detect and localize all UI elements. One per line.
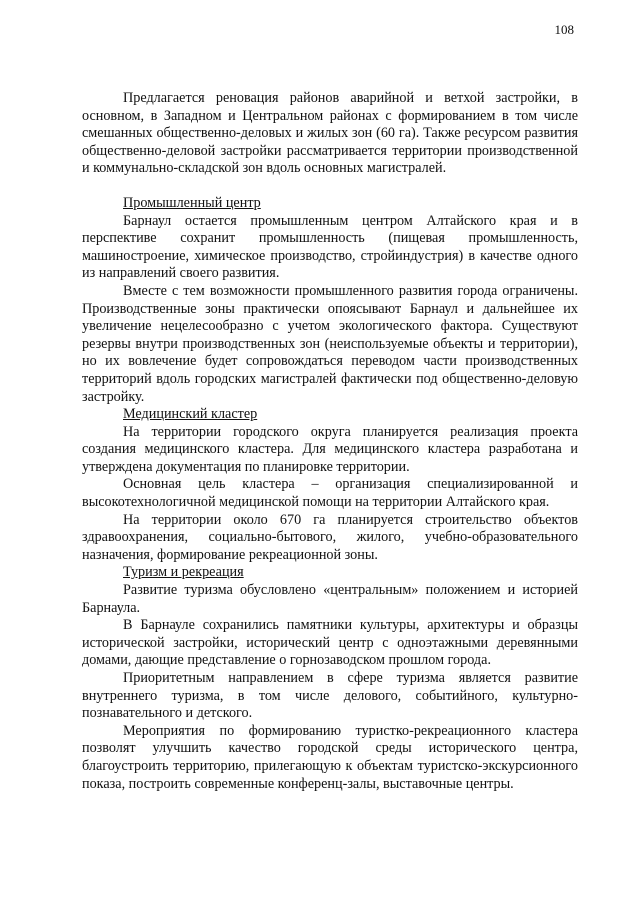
tourism-paragraph-1: Развитие туризма обусловлено «центральным» положением и историей Барнаула. bbox=[82, 582, 578, 616]
intro-paragraph: Предлагается реновация районов аварийной и ветхой застройки, в основном, в Западном и Центральном районах с формированием в том числе смешанных общественно-деловых и жилых зон (60 га). Также ресурсом развития общественно-деловой застройки рассматривается территории производственной и коммунально-складской зон вдоль основных магистралей. bbox=[82, 90, 578, 177]
section-spacer bbox=[82, 178, 578, 195]
medical-paragraph-2: Основная цель кластера – организация специализированной и высокотехнологичной медицинской помощи на территории Алтайского края. bbox=[82, 476, 578, 511]
medical-paragraph-3: На территории около 670 га планируется строительство объектов здравоохранения, социально-бытового, жилого, учебно-образовательного назначения, формирование рекреационной зоны. bbox=[82, 511, 578, 563]
heading-medical-cluster: Медицинский кластер bbox=[123, 406, 258, 423]
tourism-paragraph-2: В Барнауле сохранились памятники культуры, архитектуры и образцы исторической застройки, исторический центр с одноэтажными деревянными домами, дающие представление о горнозаводском прошлом города. bbox=[82, 617, 578, 669]
page-number: 108 bbox=[554, 22, 574, 37]
medical-paragraph-1: На территории городского округа планируется реализация проекта создания медицинского кластера. Для медицинского кластера разработана и утверждена документация по планировке территории. bbox=[82, 423, 578, 475]
heading-tourism-recreation: Туризм и рекреация bbox=[123, 564, 244, 581]
tourism-paragraph-4: Мероприятия по формированию туристко-рекреационного кластера позволят улучшить качество городской среды исторического центра, благоустроить территорию, прилегающую к объектам туристско-экскурсионного показа, построить современные конференц-залы, выставочные центры. bbox=[82, 722, 578, 792]
document-body bbox=[82, 90, 578, 793]
tourism-paragraph-3: Приоритетным направлением в сфере туризма является развитие внутреннего туризма, в том числе делового, событийного, культурно-познавательного и детского. bbox=[82, 670, 578, 722]
industrial-paragraph-1: Барнаул остается промышленным центром Алтайского края и в перспективе сохранит промышленность (пищевая промышленность, машиностроение, химическое производство, стройиндустрия) в качестве одного из направлений своего развития. bbox=[82, 212, 578, 282]
industrial-paragraph-2: Вместе с тем возможности промышленного развития города ограничены. Производственные зоны практически опоясывают Барнаул и дальнейшее их увеличение нецелесообразно с учетом экологического фактора. Существуют резервы внутри производственных зон (неиспользуемые объекты и территории), но их вовлечение будет сопровождаться переводом части производственных территорий вдоль городских магистралей фактически под общественно-деловую застройку. bbox=[82, 282, 578, 405]
heading-industrial-center: Промышленный центр bbox=[123, 194, 261, 211]
